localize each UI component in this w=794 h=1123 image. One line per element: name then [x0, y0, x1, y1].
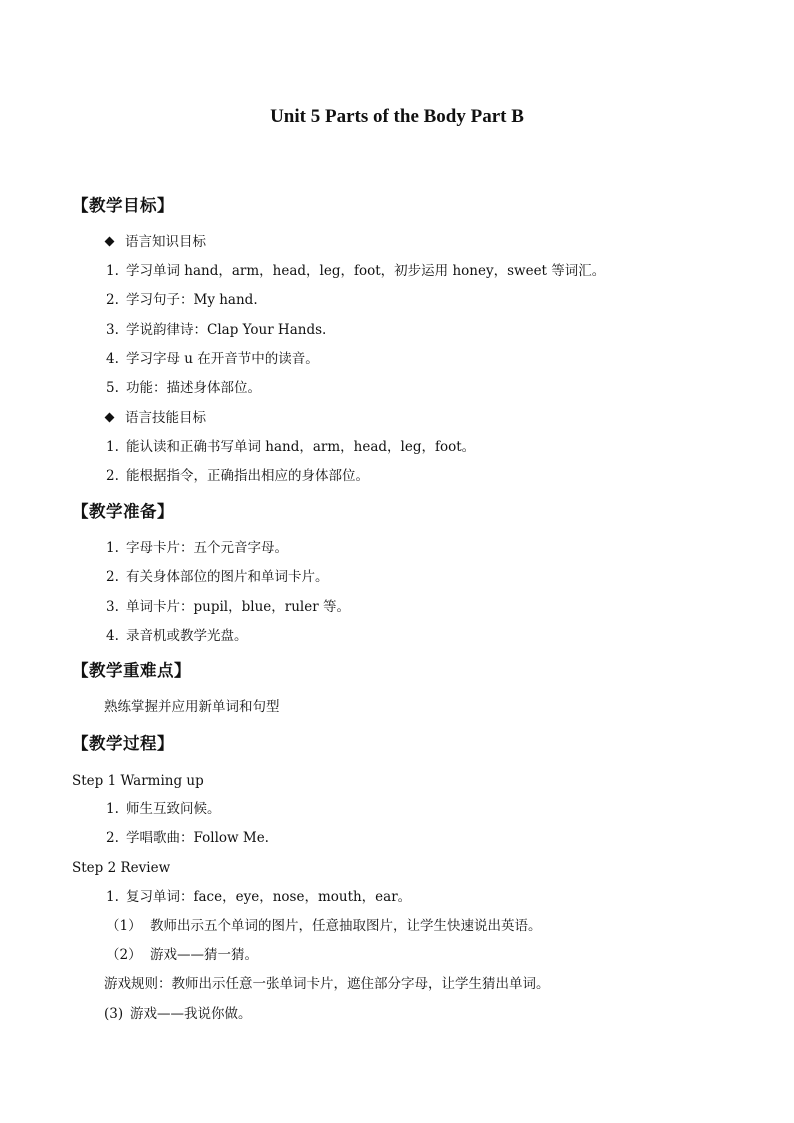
- list-item: 4. 学习字母 u 在开音节中的读音。: [106, 351, 319, 367]
- step-2-label: Step 2 Review: [72, 860, 171, 876]
- heading-keypoints: 【教学重难点】: [72, 661, 191, 680]
- heading-preparation: 【教学准备】: [72, 502, 174, 521]
- step-1-label: Step 1 Warming up: [72, 773, 204, 789]
- list-item: 2. 能根据指令，正确指出相应的身体部位。: [106, 468, 369, 484]
- list-item: 5. 功能：描述身体部位。: [106, 380, 261, 396]
- diamond-bullet-icon: [105, 237, 115, 247]
- heading-objectives: 【教学目标】: [72, 196, 174, 215]
- sub-item: (3) 游戏——我说你做。: [104, 1006, 252, 1022]
- heading-process: 【教学过程】: [72, 734, 174, 753]
- sub-item: （2） 游戏——猜一猜。: [106, 947, 258, 963]
- list-item: 1. 学习单词 hand，arm，head，leg，foot，初步运用 honey，sweet 等词汇。: [106, 263, 606, 279]
- bullet-knowledge: 语言知识目标: [106, 232, 206, 252]
- list-item: 1. 师生互致问候。: [106, 801, 221, 817]
- list-item: 1. 字母卡片：五个元音字母。: [106, 540, 288, 556]
- keypoints-text: 熟练掌握并应用新单词和句型: [104, 699, 280, 715]
- sub-item: （1） 教师出示五个单词的图片，任意抽取图片，让学生快速说出英语。: [106, 918, 542, 934]
- list-item: 4. 录音机或教学光盘。: [106, 628, 248, 644]
- diamond-bullet-icon: [105, 413, 115, 423]
- list-item: 1. 能认读和正确书写单词 hand，arm，head，leg，foot。: [106, 439, 476, 455]
- list-item: 2. 学唱歌曲：Follow Me.: [106, 830, 269, 846]
- list-item: 3. 学说韵律诗：Clap Your Hands.: [106, 322, 327, 338]
- list-item: 3. 单词卡片：pupil，blue，ruler 等。: [106, 599, 350, 615]
- document-title: Unit 5 Parts of the Body Part B: [270, 106, 524, 127]
- list-item: 2. 有关身体部位的图片和单词卡片。: [106, 569, 329, 585]
- game-rule: 游戏规则：教师出示任意一张单词卡片，遮住部分字母，让学生猜出单词。: [104, 976, 550, 992]
- list-item: 2. 学习句子：My hand.: [106, 292, 258, 308]
- list-item: 1. 复习单词：face，eye，nose，mouth，ear。: [106, 889, 412, 905]
- bullet-skills: 语言技能目标: [106, 408, 206, 428]
